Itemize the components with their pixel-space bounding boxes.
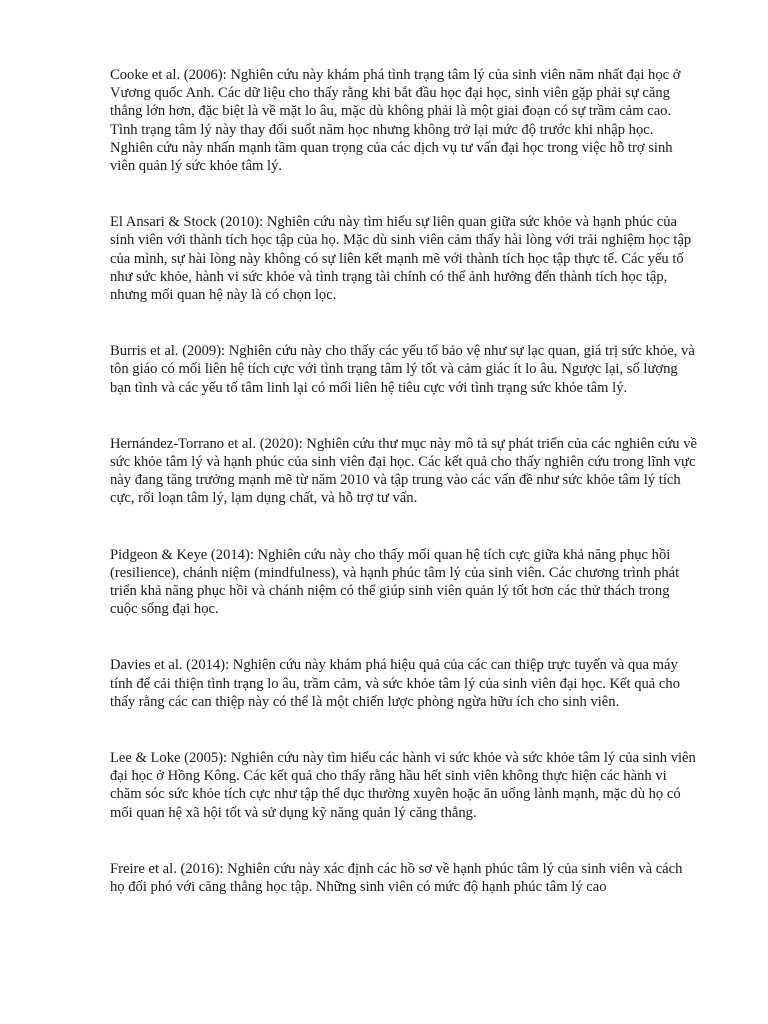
paragraph-freire-2016: Freire et al. (2016): Nghiên cứu này xác định các hồ sơ về hạnh phúc tâm lý của sinh viên và cách họ đối phó với căng thẳng học tập. Những sinh viên có mức độ hạnh phúc tâm lý cao	[110, 860, 683, 896]
paragraph-hernandez-torrano-2020: Hernández-Torrano et al. (2020): Nghiên cứu thư mục này mô tả sự phát triển của các nghiên cứu về sức khỏe tâm lý và hạnh phúc của sinh viên đại học. Các kết quả cho thấy nghiên cứu trong lĩnh vực này đang tăng trưởng mạnh mẽ từ năm 2010 và tập trung vào các vấn đề như sức khỏe tâm lý tích cực, rối loạn tâm lý, lạm dụng chất, và hỗ trợ tư vấn.	[110, 435, 697, 507]
paragraph-lee-loke-2005: Lee & Loke (2005): Nghiên cứu này tìm hiểu các hành vi sức khỏe và sức khỏe tâm lý của sinh viên đại học ở Hồng Kông. Các kết quả cho thấy rằng hầu hết sinh viên không thực hiện các hành vi chăm sóc sức khỏe tích cực như tập thể dục thường xuyên hoặc ăn uống lành mạnh, mặc dù họ có mối quan hệ xã hội tốt và sử dụng kỹ năng quản lý căng thẳng.	[110, 750, 696, 821]
paragraph-pidgeon-keye-2014: Pidgeon & Keye (2014): Nghiên cứu này cho thấy mối quan hệ tích cực giữa khả năng phục hồi (resilience), chánh niệm (mindfulness), và hạnh phúc tâm lý của sinh viên. Các chương trình phát triển khả năng phục hồi và chánh niệm có thể giúp sinh viên quản lý tốt hơn các thử thách trong cuộc sống đại học.	[110, 546, 680, 618]
paragraph-davies-2014: Davies et al. (2014): Nghiên cứu này khám phá hiệu quả của các can thiệp trực tuyến và qua máy tính để cải thiện tình trạng lo âu, trầm cảm, và sức khỏe tâm lý của sinh viên đại học. Kết quả cho thấy rằng các can thiệp này có thể là một chiến lược phòng ngừa hữu ích cho sinh viên.	[110, 657, 681, 710]
paragraph-burris-2009: Burris et al. (2009): Nghiên cứu này cho thấy các yếu tố bảo vệ như sự lạc quan, giá trị sức khỏe, và tôn giáo có mối liên hệ tích cực với tình trạng tâm lý tốt và cảm giác ít lo âu. Ngược lại, số lượng bạn tình và các yếu tố tâm linh lại có mối liên hệ tiêu cực với tình trạng sức khỏe tâm lý.	[110, 343, 695, 396]
paragraph-cooke-2006: Cooke et al. (2006): Nghiên cứu này khám phá tình trạng tâm lý của sinh viên năm nhất đại học ở Vương quốc Anh. Các dữ liệu cho thấy rằng khi bắt đầu học đại học, sinh viên gặp phải sự căng thẳng lớn hơn, đặc biệt là về mặt lo âu, mặc dù không phải là một giai đoạn có sự trầm cảm cao. Tình trạng tâm lý này thay đổi suốt năm học nhưng không trở lại mức độ trước khi nhập học. Nghiên cứu này nhấn mạnh tầm quan trọng của các dịch vụ tư vấn đại học trong việc hỗ trợ sinh viên quản lý sức khỏe tâm lý.	[110, 67, 681, 175]
paragraph-el-ansari-stock-2010: El Ansari & Stock (2010): Nghiên cứu này tìm hiểu sự liên quan giữa sức khỏe và hạnh phúc của sinh viên với thành tích học tập của họ. Mặc dù sinh viên cảm thấy hài lòng với trải nghiệm học tập của mình, sự hài lòng này không có sự liên kết mạnh mẽ với thành tích học tập thực tế. Các yếu tố như sức khỏe, hành vi sức khỏe và tình trạng tài chính có thể ảnh hưởng đến thành tích học tập, nhưng mối quan hệ này là có chọn lọc.	[110, 214, 692, 304]
